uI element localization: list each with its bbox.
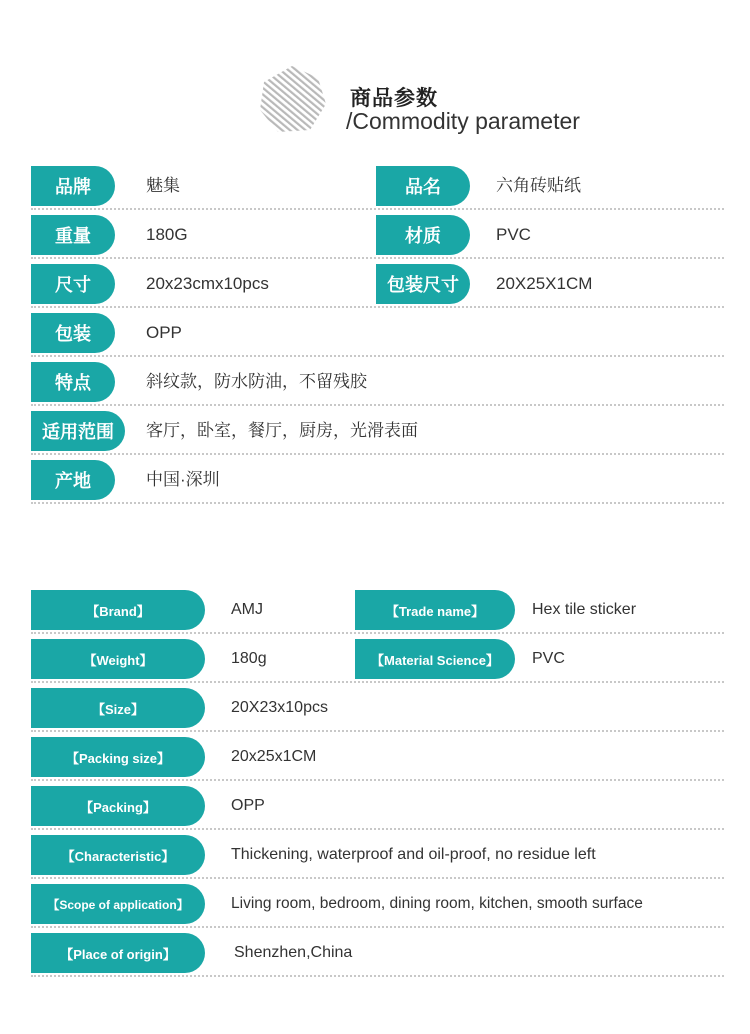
- hexagon-stripes-icon: [256, 64, 328, 136]
- table-row: [31, 732, 724, 781]
- section-header: [0, 60, 750, 140]
- value-scope-en: Living room, bedroom, dining room, kitchen, smooth surface: [231, 895, 643, 912]
- value-characteristic-en: Thickening, waterproof and oil-proof, no residue left: [231, 846, 596, 863]
- label-scope-en: 【Scope of application】: [31, 884, 205, 924]
- value-product-name-cn: 六角砖贴纸: [496, 176, 581, 195]
- label-weight-en: 【Weight】: [31, 639, 205, 679]
- label-trade-name-en: 【Trade name】: [355, 590, 515, 630]
- title-en: /Commodity parameter: [346, 108, 580, 134]
- value-packing-en: OPP: [231, 797, 265, 814]
- label-brand-cn: 品牌: [31, 166, 115, 206]
- table-row: [31, 928, 724, 977]
- value-features-cn: 斜纹款，防水防油，不留残胶: [146, 372, 367, 391]
- label-size-en: 【Size】: [31, 688, 205, 728]
- value-size-en: 20X23x10pcs: [231, 699, 328, 716]
- table-row: [31, 830, 724, 879]
- value-scope-cn: 客厅，卧室，餐厅，厨房，光滑表面: [146, 421, 418, 440]
- value-origin-cn: 中国·深圳: [146, 470, 220, 489]
- label-origin-en: 【Place of origin】: [31, 933, 205, 973]
- label-packing-en: 【Packing】: [31, 786, 205, 826]
- label-weight-cn: 重量: [31, 215, 115, 255]
- table-row: [31, 161, 724, 210]
- label-product-name-cn: 品名: [376, 166, 470, 206]
- label-features-cn: 特点: [31, 362, 115, 402]
- table-row: [31, 308, 724, 357]
- table-row: [31, 879, 724, 928]
- label-size-cn: 尺寸: [31, 264, 115, 304]
- value-packing-cn: OPP: [146, 323, 182, 342]
- table-row: [31, 634, 724, 683]
- label-origin-cn: 产地: [31, 460, 115, 500]
- value-size-cn: 20x23cmx10pcs: [146, 274, 269, 293]
- value-packing-size-cn: 20X25X1CM: [496, 274, 593, 293]
- label-brand-en: 【Brand】: [31, 590, 205, 630]
- label-material-cn: 材质: [376, 215, 470, 255]
- table-row: [31, 585, 724, 634]
- value-origin-en: Shenzhen,China: [234, 944, 353, 961]
- label-packing-size-cn: 包装尺寸: [376, 264, 470, 304]
- value-weight-en: 180g: [231, 650, 267, 667]
- value-weight-cn: 180G: [146, 225, 188, 244]
- table-row: [31, 357, 724, 406]
- title-cn: 商品参数: [350, 87, 438, 110]
- value-material-cn: PVC: [496, 225, 531, 244]
- label-packing-cn: 包装: [31, 313, 115, 353]
- value-packing-size-en: 20x25x1CM: [231, 748, 317, 765]
- value-trade-name-en: Hex tile sticker: [532, 601, 637, 618]
- value-brand-en: AMJ: [231, 601, 263, 618]
- label-material-en: 【Material Science】: [355, 639, 515, 679]
- table-row: [31, 259, 724, 308]
- value-material-en: PVC: [532, 650, 565, 667]
- label-packing-size-en: 【Packing size】: [31, 737, 205, 777]
- label-characteristic-en: 【Characteristic】: [31, 835, 205, 875]
- table-row: [31, 781, 724, 830]
- label-scope-cn: 适用范围: [31, 411, 125, 451]
- table-row: [31, 455, 724, 504]
- table-row: [31, 210, 724, 259]
- table-row: [31, 406, 724, 455]
- value-brand-cn: 魅集: [146, 176, 180, 195]
- table-row: [31, 683, 724, 732]
